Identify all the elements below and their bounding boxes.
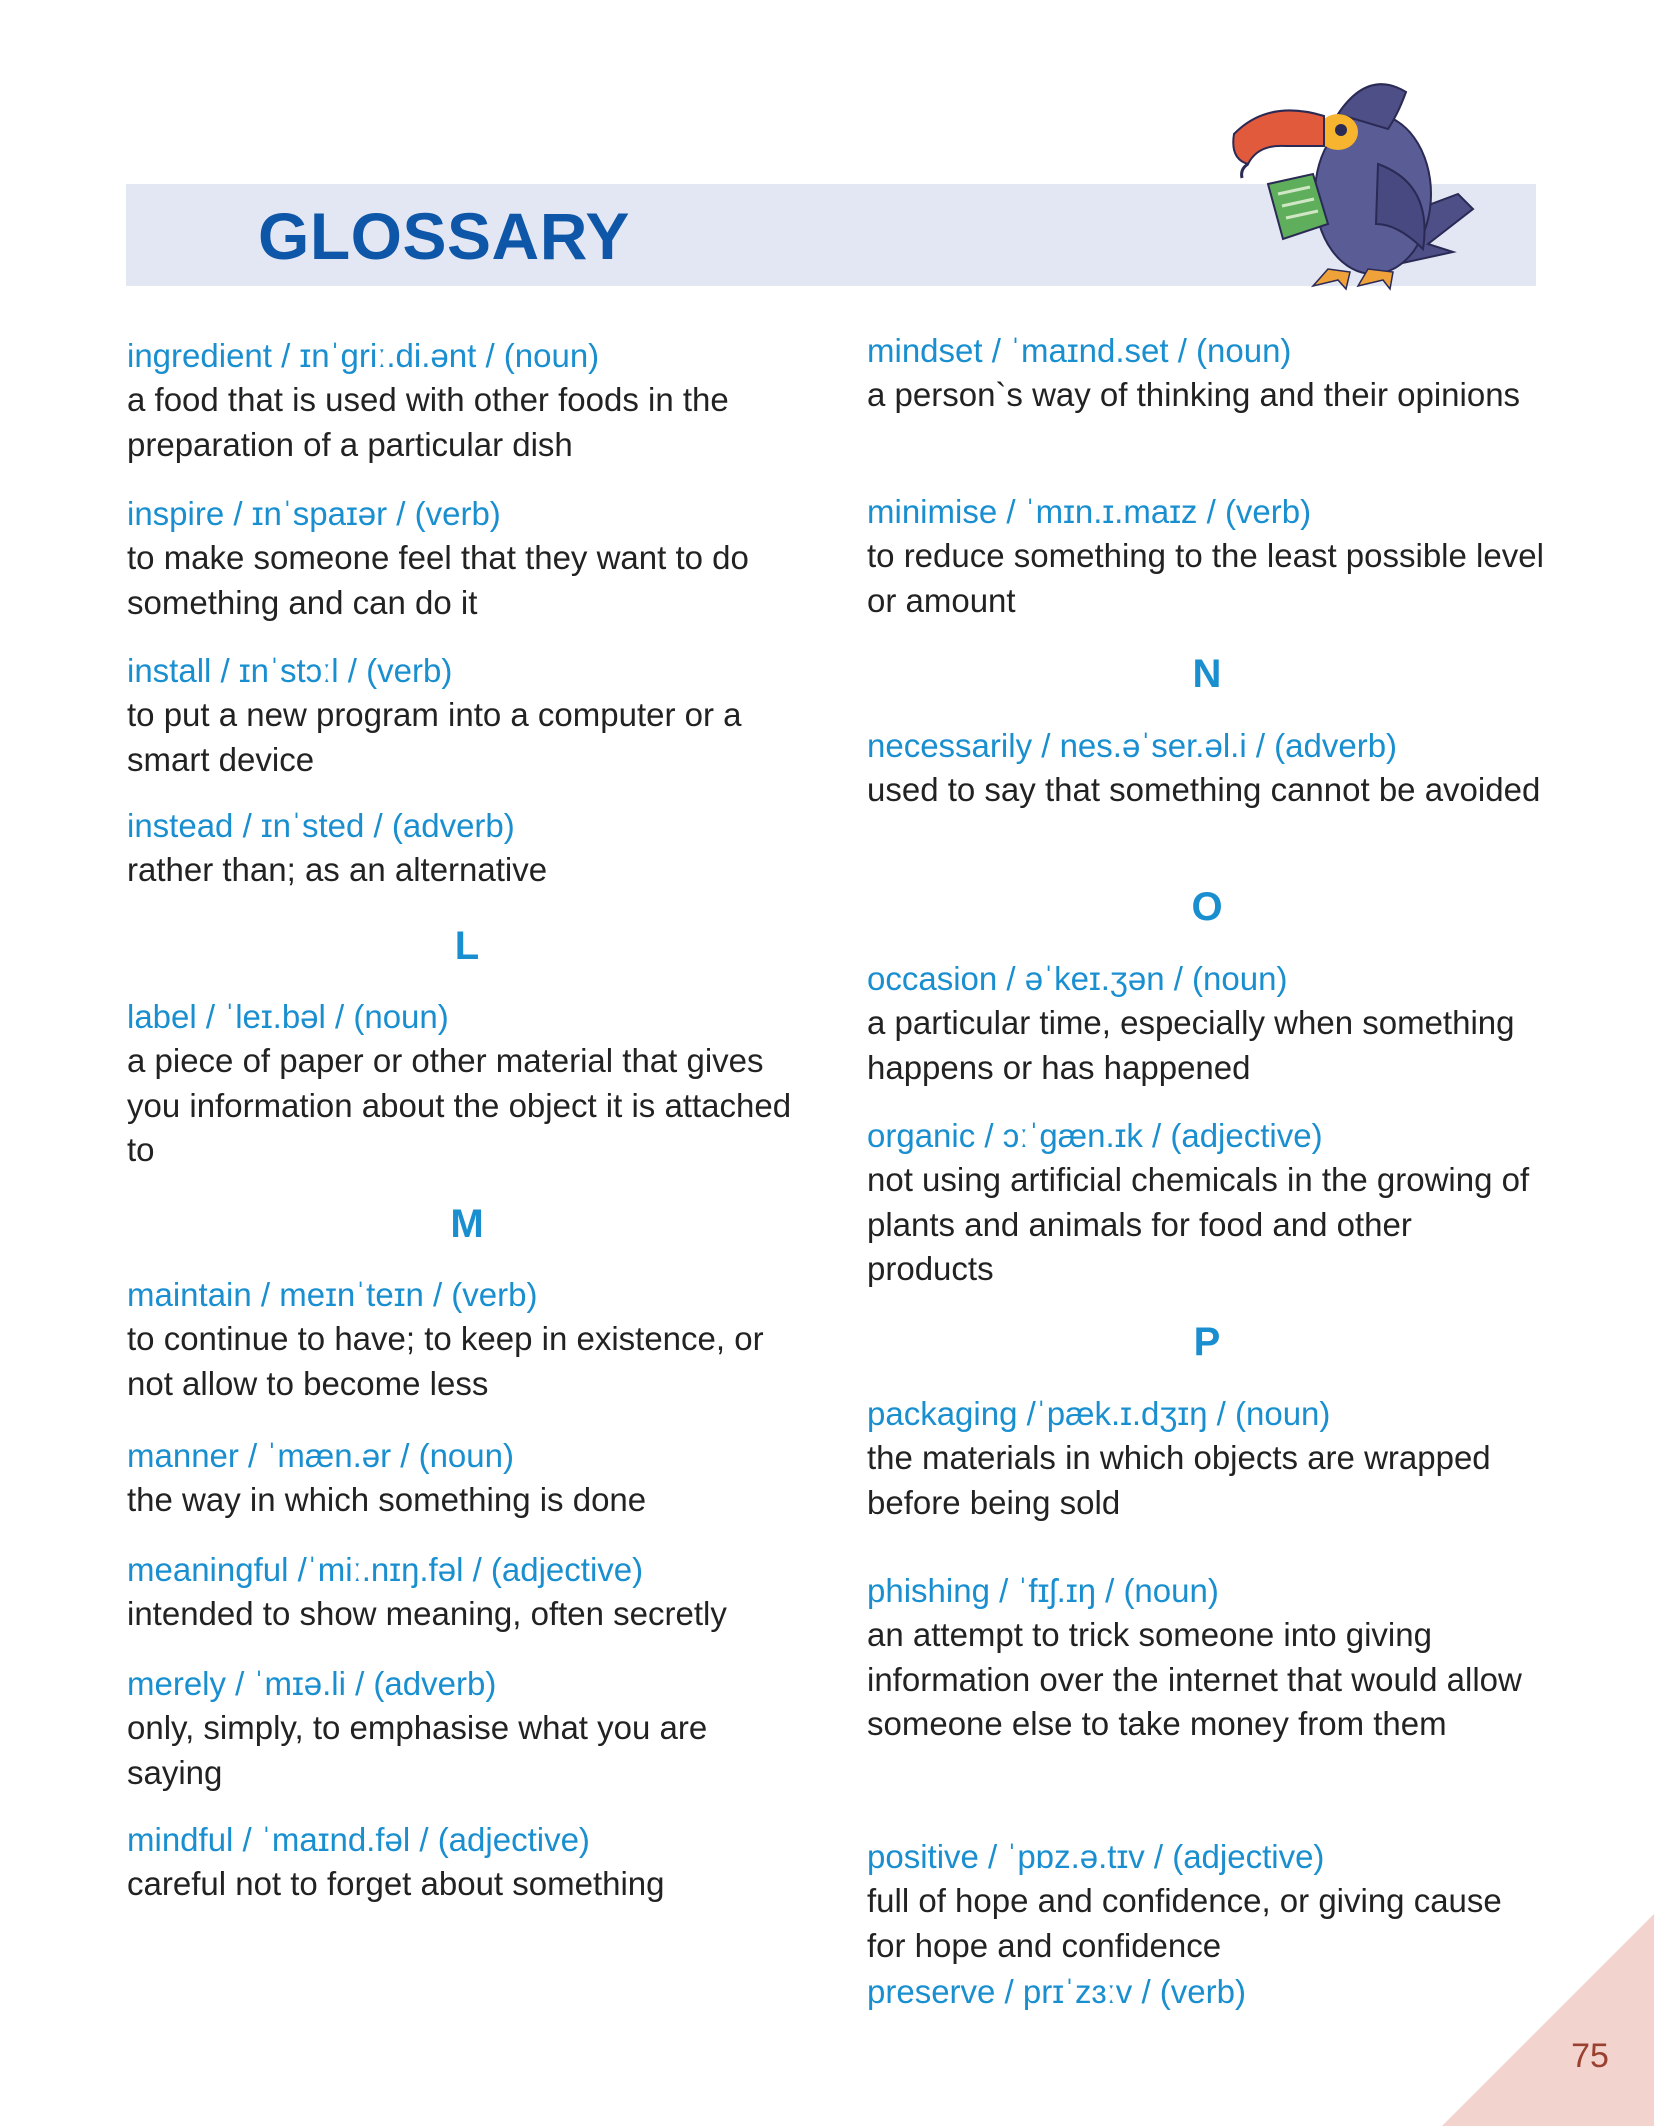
entry-term: organic / ɔːˈɡæn.ɪk / (adjective) bbox=[867, 1117, 1323, 1154]
glossary-entry bbox=[867, 1392, 1547, 1525]
entry-definition: the materials in which objects are wrapped before being sold bbox=[867, 1439, 1491, 1521]
entry-definition: to continue to have; to keep in existence, or not allow to become less bbox=[127, 1320, 764, 1402]
entry-definition: intended to show meaning, often secretly bbox=[127, 1595, 727, 1632]
entry-term: necessarily / nes.əˈser.əl.i / (adverb) bbox=[867, 727, 1398, 764]
toucan-reading-book-icon bbox=[1228, 74, 1480, 298]
entry-term: inspire / ɪnˈspaɪər / (verb) bbox=[127, 495, 501, 532]
entry-definition: an attempt to trick someone into giving information over the internet that would allow someone else to take money from them bbox=[867, 1616, 1522, 1742]
entry-definition: to make someone feel that they want to do something and can do it bbox=[127, 539, 749, 621]
entry-term: merely / ˈmɪə.li / (adverb) bbox=[127, 1665, 497, 1702]
entry-definition: a particular time, especially when something happens or has happened bbox=[867, 1004, 1515, 1086]
glossary-entry bbox=[127, 492, 807, 625]
section-letter: P bbox=[1193, 1320, 1221, 1364]
entry-definition: the way in which something is done bbox=[127, 1481, 647, 1518]
glossary-entry bbox=[127, 649, 807, 782]
glossary-entry bbox=[867, 490, 1547, 623]
entry-definition: a person`s way of thinking and their opinions bbox=[867, 376, 1521, 413]
entry-term: label / ˈleɪ.bəl / (noun) bbox=[127, 998, 449, 1035]
page-corner-triangle bbox=[1442, 1914, 1654, 2126]
entry-term: mindful / ˈmaɪnd.fəl / (adjective) bbox=[127, 1821, 590, 1858]
entry-term: install / ɪnˈstɔːl / (verb) bbox=[127, 652, 453, 689]
glossary-entry bbox=[127, 1434, 807, 1523]
entry-term: phishing / ˈfɪʃ.ɪŋ / (noun) bbox=[867, 1572, 1219, 1609]
glossary-entry bbox=[867, 724, 1547, 813]
glossary-entry bbox=[127, 1548, 807, 1637]
entry-term: meaningful /ˈmiː.nɪŋ.fəl / (adjective) bbox=[127, 1551, 644, 1588]
entry-term: maintain / meɪnˈteɪn / (verb) bbox=[127, 1276, 538, 1313]
glossary-entry bbox=[127, 334, 807, 467]
glossary-entry bbox=[867, 1114, 1547, 1292]
entry-definition: careful not to forget about something bbox=[127, 1865, 665, 1902]
glossary-entry bbox=[867, 329, 1547, 418]
entry-definition: to reduce something to the least possible level or amount bbox=[867, 537, 1544, 619]
glossary-entry bbox=[867, 1569, 1547, 1747]
entry-definition: rather than; as an alternative bbox=[127, 851, 548, 888]
section-letter: L bbox=[454, 924, 480, 968]
entry-term: ingredient / ɪnˈɡriː.di.ənt / (noun) bbox=[127, 337, 600, 374]
page-title: GLOSSARY bbox=[258, 199, 630, 273]
entry-term: preserve / prɪˈzɜːv / (verb) bbox=[867, 1973, 1246, 2010]
entry-term: minimise / ˈmɪn.ɪ.maɪz / (verb) bbox=[867, 493, 1312, 530]
entry-definition: to put a new program into a computer or a smart device bbox=[127, 696, 742, 778]
glossary-entry bbox=[867, 957, 1547, 1090]
entry-term: occasion / əˈkeɪ.ʒən / (noun) bbox=[867, 960, 1288, 997]
entry-term: packaging /ˈpæk.ɪ.dʒɪŋ / (noun) bbox=[867, 1395, 1331, 1432]
section-letter: N bbox=[1192, 652, 1222, 696]
glossary-entry bbox=[127, 1273, 807, 1406]
glossary-entry bbox=[127, 1818, 807, 1907]
entry-definition: only, simply, to emphasise what you are saying bbox=[127, 1709, 708, 1791]
entry-definition: used to say that something cannot be avoided bbox=[867, 771, 1541, 808]
entry-definition: full of hope and confidence, or giving cause for hope and confidence bbox=[867, 1882, 1502, 1964]
entry-definition: a food that is used with other foods in the preparation of a particular dish bbox=[127, 381, 729, 463]
glossary-entry bbox=[127, 804, 807, 893]
page-number: 75 bbox=[1571, 2037, 1609, 2075]
entry-term: manner / ˈmæn.ər / (noun) bbox=[127, 1437, 514, 1474]
glossary-entry bbox=[127, 1662, 807, 1795]
entry-term: mindset / ˈmaɪnd.set / (noun) bbox=[867, 332, 1292, 369]
entry-term: instead / ɪnˈsted / (adverb) bbox=[127, 807, 515, 844]
entry-definition: a piece of paper or other material that gives you information about the object it is attached to bbox=[127, 1042, 792, 1168]
section-letter: M bbox=[450, 1202, 484, 1246]
entry-term: positive / ˈpɒz.ə.tɪv / (adjective) bbox=[867, 1838, 1325, 1875]
section-letter: O bbox=[1191, 885, 1223, 929]
glossary-entry bbox=[127, 995, 807, 1173]
entry-definition: not using artificial chemicals in the growing of plants and animals for food and other products bbox=[867, 1161, 1530, 1287]
